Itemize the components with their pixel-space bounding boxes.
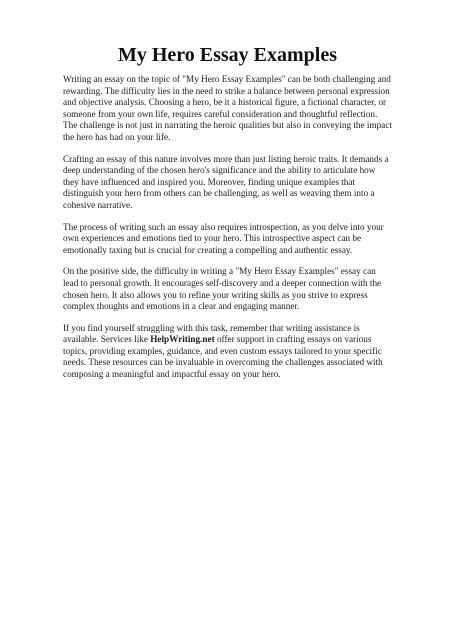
essay-body — [63, 74, 392, 381]
paragraph-5-text-after: offer support in crafting essays on various topics, providing examples, guidance, and even custom essays tailored to your specific needs. These resources can be invaluable in overcoming the challenges associated with composing a meaningful and impactful essay on your hero. — [63, 334, 383, 380]
paragraph-5-text-before: If you find yourself struggling with this task, remember that writing assistance is available. Services like — [63, 322, 360, 345]
paragraph-5 — [63, 323, 392, 381]
paragraph-4: On the positive side, the difficulty in writing a "My Hero Essay Examples" essay can lead to personal growth. It encourages self-discovery and a deeper connection with the chosen hero. It also allows you to refine your writing skills as you strive to express complex thoughts and emotions in a clear and engaging manner. — [63, 266, 382, 312]
service-name-link: HelpWriting.net — [150, 334, 215, 345]
page-title: My Hero Essay Examples — [117, 44, 338, 66]
paragraph-3: The process of writing such an essay also requires introspection, as you delve into your own experiences and emotions tied to your hero. This introspective aspect can be emotionally taxing but is crucial for creating a compelling and authentic essay. — [63, 221, 384, 255]
paragraph-2: Crafting an essay of this nature involves more than just listing heroic traits. It demands a deep understanding of the chosen hero's significance and the ability to articulate how they have influenced and inspired you. Moreover, finding unique examples that distinguish your hero from others can be challenging, as well as weaving them into a cohesive narrative. — [63, 153, 389, 210]
paragraph-1: Writing an essay on the topic of "My Hero Essay Examples" can be both challenging and rewarding. The difficulty lies in the need to strike a balance between personal expression and objective analysis. Choosing a hero, be it a historical figure, a fictional character, or someone from your own life, requires careful consideration and thoughtful reflection. The challenge is not just in narrating the heroic qualities but also in conveying the impact the hero has had on your life. — [63, 74, 392, 142]
